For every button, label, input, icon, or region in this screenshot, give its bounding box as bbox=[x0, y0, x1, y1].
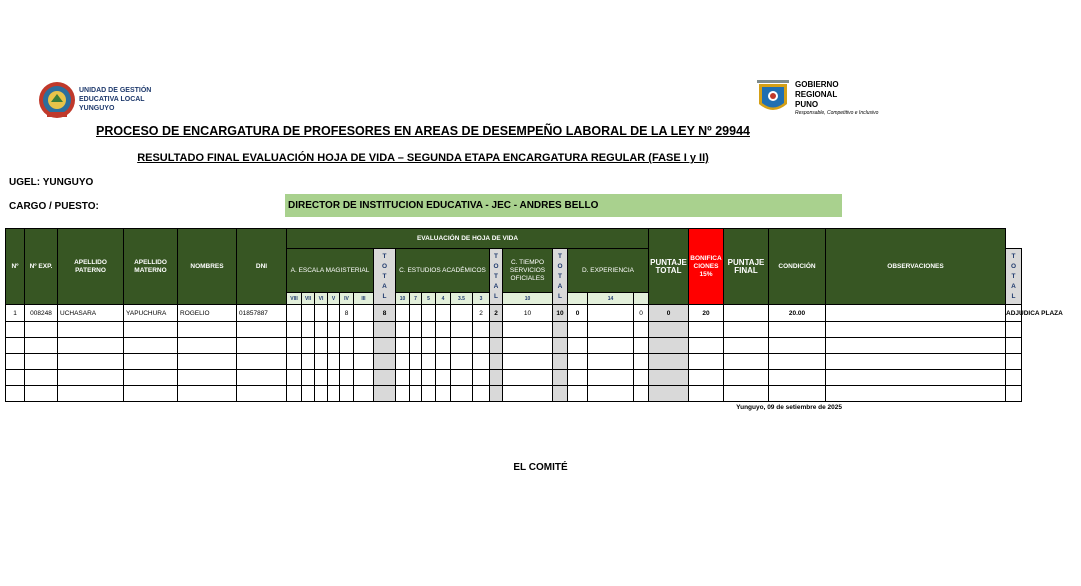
col-header-experiencia: D. EXPERIENCIA bbox=[568, 249, 649, 293]
cell-estudios bbox=[410, 322, 422, 338]
cell-escala bbox=[302, 322, 315, 338]
cell-estudios bbox=[451, 370, 473, 386]
cell-escala bbox=[340, 338, 354, 354]
cell-experiencia bbox=[634, 322, 649, 338]
cell-experiencia bbox=[588, 370, 634, 386]
cell-total-d: 0 bbox=[649, 305, 689, 322]
cell-apellido-paterno bbox=[58, 370, 124, 386]
cell-escala bbox=[354, 322, 374, 338]
cell-bonificaciones bbox=[724, 386, 769, 402]
col-header-puntaje-final: PUNTAJE FINAL bbox=[724, 229, 769, 305]
col-header-bonificaciones: BONIFICA CIONES 15% bbox=[689, 229, 724, 305]
document-date: Yunguyo, 09 de setiembre de 2025 bbox=[736, 404, 842, 411]
col-header-num: Nº bbox=[6, 229, 25, 305]
cell-total-a bbox=[374, 370, 396, 386]
cell-total-c bbox=[490, 338, 503, 354]
cell-apellido-paterno bbox=[58, 338, 124, 354]
cell-experiencia: 0 bbox=[568, 305, 588, 322]
org-right-line: GOBIERNO bbox=[795, 80, 839, 89]
cell-escala bbox=[315, 386, 328, 402]
cell-apellido-paterno: UCHASARA bbox=[58, 305, 124, 322]
cell-total-c bbox=[490, 354, 503, 370]
total-vertical-label: T O T A L bbox=[381, 252, 388, 300]
cell-nombres bbox=[178, 386, 237, 402]
total-vertical-label: T O T A L bbox=[493, 252, 499, 300]
cell-escala bbox=[315, 338, 328, 354]
cell-experiencia bbox=[568, 322, 588, 338]
table-row bbox=[6, 322, 1022, 338]
cell-experiencia bbox=[634, 370, 649, 386]
cell-observaciones bbox=[1006, 322, 1022, 338]
cell-num bbox=[6, 370, 25, 386]
cell-escala bbox=[354, 370, 374, 386]
cell-apellido-materno bbox=[124, 338, 178, 354]
cell-puntaje-total: 20 bbox=[689, 305, 724, 322]
org-right-line: REGIONAL bbox=[795, 90, 838, 99]
experiencia-sub-blank bbox=[634, 293, 649, 305]
document-subtitle: RESULTADO FINAL EVALUACIÓN HOJA DE VIDA – SEGUNDA ETAPA ENCARGATURA REGULAR (FASE I y II) bbox=[137, 152, 709, 164]
cell-escala bbox=[340, 354, 354, 370]
ugel-label: UGEL: YUNGUYO bbox=[9, 177, 94, 188]
cell-tiempo: 10 bbox=[503, 305, 553, 322]
cell-estudios bbox=[396, 370, 410, 386]
cell-estudios bbox=[473, 338, 490, 354]
cell-escala bbox=[340, 322, 354, 338]
cell-estudios bbox=[422, 305, 436, 322]
cell-puntaje-total bbox=[689, 322, 724, 338]
cell-escala bbox=[340, 386, 354, 402]
cell-total-d bbox=[649, 338, 689, 354]
cell-escala bbox=[328, 386, 340, 402]
cell-apellido-materno bbox=[124, 354, 178, 370]
cell-tiempo bbox=[503, 386, 553, 402]
gobierno-regional-puno-logo bbox=[755, 78, 791, 118]
cell-escala: 8 bbox=[340, 305, 354, 322]
col-header-apellido-paterno: APELLIDO PATERNO bbox=[58, 229, 124, 305]
cell-total-d bbox=[649, 386, 689, 402]
org-right-motto: Responsable, Competitivo e Inclusivo bbox=[795, 110, 879, 116]
cell-total-t bbox=[553, 354, 568, 370]
tiempo-sub: 10 bbox=[503, 293, 553, 305]
cell-escala bbox=[315, 305, 328, 322]
cell-estudios bbox=[451, 305, 473, 322]
cell-total-t bbox=[553, 370, 568, 386]
experiencia-sub: 14 bbox=[588, 293, 634, 305]
cell-nombres bbox=[178, 322, 237, 338]
cell-apellido-materno bbox=[124, 322, 178, 338]
cell-estudios bbox=[422, 354, 436, 370]
cell-escala bbox=[287, 354, 302, 370]
cell-bonificaciones bbox=[724, 370, 769, 386]
estudios-sub: 4 bbox=[436, 293, 451, 305]
cell-estudios bbox=[451, 322, 473, 338]
cell-estudios bbox=[396, 305, 410, 322]
experiencia-sub-blank bbox=[568, 293, 588, 305]
estudios-sub: 10 bbox=[396, 293, 410, 305]
cell-observaciones bbox=[1006, 338, 1022, 354]
cell-escala bbox=[302, 338, 315, 354]
cell-exp bbox=[25, 370, 58, 386]
cell-total-a bbox=[374, 322, 396, 338]
cell-escala bbox=[315, 322, 328, 338]
cell-experiencia bbox=[588, 338, 634, 354]
cell-dni: 01857887 bbox=[237, 305, 287, 322]
cell-puntaje-final bbox=[769, 386, 826, 402]
cell-estudios bbox=[436, 338, 451, 354]
org-left-line: YUNGUYO bbox=[79, 105, 115, 112]
cell-estudios bbox=[422, 322, 436, 338]
cell-total-d bbox=[649, 370, 689, 386]
cell-estudios bbox=[473, 322, 490, 338]
cell-total-d bbox=[649, 354, 689, 370]
cell-experiencia bbox=[568, 338, 588, 354]
cell-condicion bbox=[826, 338, 1006, 354]
org-right-name bbox=[795, 80, 878, 117]
cell-total-a bbox=[374, 386, 396, 402]
cell-nombres bbox=[178, 338, 237, 354]
cell-total-c bbox=[490, 370, 503, 386]
cell-observaciones bbox=[1006, 386, 1022, 402]
cell-total-t bbox=[553, 322, 568, 338]
cell-tiempo bbox=[503, 354, 553, 370]
cell-puntaje-total bbox=[689, 338, 724, 354]
cell-condicion bbox=[826, 354, 1006, 370]
cell-escala bbox=[328, 354, 340, 370]
table-row bbox=[6, 338, 1022, 354]
total-vertical-label: T O T A L bbox=[557, 252, 563, 300]
cell-num bbox=[6, 338, 25, 354]
cell-experiencia bbox=[588, 386, 634, 402]
cell-total-t bbox=[553, 386, 568, 402]
cell-estudios bbox=[436, 305, 451, 322]
escala-sub: VII bbox=[302, 293, 315, 305]
cell-bonificaciones bbox=[724, 354, 769, 370]
cell-condicion bbox=[826, 370, 1006, 386]
org-left-name bbox=[79, 86, 151, 113]
cell-escala bbox=[354, 338, 374, 354]
cell-experiencia bbox=[588, 322, 634, 338]
cell-estudios bbox=[410, 354, 422, 370]
table-row bbox=[6, 386, 1022, 402]
cell-estudios bbox=[436, 322, 451, 338]
cell-puntaje-final bbox=[769, 322, 826, 338]
cell-tiempo bbox=[503, 322, 553, 338]
cell-estudios bbox=[436, 354, 451, 370]
escala-sub: VI bbox=[315, 293, 328, 305]
cell-puntaje-final bbox=[769, 354, 826, 370]
cell-puntaje-total bbox=[689, 386, 724, 402]
col-header-exp: Nº EXP. bbox=[25, 229, 58, 305]
cell-dni bbox=[237, 386, 287, 402]
cell-experiencia bbox=[568, 386, 588, 402]
cell-bonificaciones bbox=[724, 322, 769, 338]
cell-estudios: 2 bbox=[473, 305, 490, 322]
table-row bbox=[6, 354, 1022, 370]
cell-estudios bbox=[422, 370, 436, 386]
cell-estudios bbox=[410, 370, 422, 386]
cell-num: 1 bbox=[6, 305, 25, 322]
col-header-estudios: C. ESTUDIOS ACADÉMICOS bbox=[396, 249, 490, 293]
table-body bbox=[6, 305, 1063, 402]
cell-escala bbox=[287, 322, 302, 338]
cell-estudios bbox=[410, 305, 422, 322]
cell-dni bbox=[237, 338, 287, 354]
comite-label: EL COMITÉ bbox=[513, 462, 568, 473]
estudios-sub: 3 bbox=[473, 293, 490, 305]
cell-num bbox=[6, 322, 25, 338]
cell-experiencia: 0 bbox=[634, 305, 649, 322]
cell-total-c bbox=[490, 322, 503, 338]
cell-puntaje-final bbox=[769, 338, 826, 354]
document-title: PROCESO DE ENCARGATURA DE PROFESORES EN AREAS DE DESEMPEÑO LABORAL DE LA LEY Nº 29944 bbox=[96, 124, 750, 138]
col-header-dni: DNI bbox=[237, 229, 287, 305]
cell-total-a bbox=[374, 338, 396, 354]
total-d-header bbox=[1006, 249, 1022, 305]
estudios-sub: 7 bbox=[410, 293, 422, 305]
cell-estudios bbox=[396, 354, 410, 370]
cell-bonificaciones bbox=[724, 338, 769, 354]
cell-exp bbox=[25, 322, 58, 338]
total-a-header bbox=[374, 249, 396, 305]
table-row bbox=[6, 370, 1022, 386]
cell-num bbox=[6, 386, 25, 402]
cell-total-d bbox=[649, 322, 689, 338]
cell-nombres: ROGELIO bbox=[178, 305, 237, 322]
results-table bbox=[5, 228, 1063, 402]
cell-dni bbox=[237, 322, 287, 338]
cell-total-a bbox=[374, 354, 396, 370]
col-header-puntaje-total: PUNTAJE TOTAL bbox=[649, 229, 689, 305]
cell-escala bbox=[287, 370, 302, 386]
cell-apellido-materno bbox=[124, 370, 178, 386]
cell-dni bbox=[237, 370, 287, 386]
cell-estudios bbox=[410, 386, 422, 402]
estudios-sub: 3.5 bbox=[451, 293, 473, 305]
escala-sub: IV bbox=[340, 293, 354, 305]
cell-estudios bbox=[436, 370, 451, 386]
cell-experiencia bbox=[634, 386, 649, 402]
cell-apellido-materno bbox=[124, 386, 178, 402]
cell-escala bbox=[315, 370, 328, 386]
col-header-escala: A. ESCALA MAGISTERIAL bbox=[287, 249, 374, 293]
cell-escala bbox=[287, 338, 302, 354]
cell-experiencia bbox=[568, 354, 588, 370]
cell-puntaje-total bbox=[689, 370, 724, 386]
cell-estudios bbox=[422, 338, 436, 354]
col-header-apellido-materno: APELLIDO MATERNO bbox=[124, 229, 178, 305]
cell-total-a: 8 bbox=[374, 305, 396, 322]
cell-escala bbox=[354, 386, 374, 402]
cell-estudios bbox=[451, 338, 473, 354]
cell-nombres bbox=[178, 370, 237, 386]
cell-estudios bbox=[451, 354, 473, 370]
total-t-header bbox=[553, 249, 568, 305]
cell-apellido-paterno bbox=[58, 386, 124, 402]
ugel-yunguyo-logo bbox=[37, 80, 77, 120]
total-vertical-label: T O T A L bbox=[1010, 252, 1017, 300]
cell-escala bbox=[328, 370, 340, 386]
cell-escala bbox=[302, 354, 315, 370]
cell-estudios bbox=[473, 370, 490, 386]
cell-experiencia bbox=[634, 354, 649, 370]
cell-tiempo bbox=[503, 338, 553, 354]
cell-estudios bbox=[410, 338, 422, 354]
cell-escala bbox=[328, 322, 340, 338]
cell-observaciones: ADJUDICA PLAZA bbox=[1006, 305, 1022, 322]
cell-estudios bbox=[436, 386, 451, 402]
cell-tiempo bbox=[503, 370, 553, 386]
cell-total-c bbox=[490, 386, 503, 402]
cell-estudios bbox=[422, 386, 436, 402]
cell-nombres bbox=[178, 354, 237, 370]
col-header-tiempo: C. TIEMPO SERVICIOS OFICIALES bbox=[503, 249, 553, 293]
cell-bonificaciones bbox=[724, 305, 769, 322]
cell-escala bbox=[302, 386, 315, 402]
cell-estudios bbox=[473, 354, 490, 370]
cell-exp bbox=[25, 354, 58, 370]
cell-condicion bbox=[826, 322, 1006, 338]
cell-apellido-paterno bbox=[58, 354, 124, 370]
cell-total-c: 2 bbox=[490, 305, 503, 322]
cell-exp bbox=[25, 338, 58, 354]
cell-escala bbox=[302, 370, 315, 386]
cell-puntaje-final: 20.00 bbox=[769, 305, 826, 322]
cell-escala bbox=[354, 305, 374, 322]
cell-condicion bbox=[826, 386, 1006, 402]
cargo-label: CARGO / PUESTO: bbox=[9, 201, 99, 212]
cell-escala bbox=[340, 370, 354, 386]
escala-sub: V bbox=[328, 293, 340, 305]
cell-escala bbox=[287, 305, 302, 322]
cell-escala bbox=[302, 305, 315, 322]
cell-puntaje-total bbox=[689, 354, 724, 370]
cell-total-t: 10 bbox=[553, 305, 568, 322]
org-right-line: PUNO bbox=[795, 100, 819, 109]
cell-estudios bbox=[451, 386, 473, 402]
cell-observaciones bbox=[1006, 354, 1022, 370]
cell-experiencia bbox=[568, 370, 588, 386]
cell-experiencia bbox=[634, 338, 649, 354]
col-header-nombres: NOMBRES bbox=[178, 229, 237, 305]
cell-puntaje-final bbox=[769, 370, 826, 386]
cell-apellido-materno: YAPUCHURA bbox=[124, 305, 178, 322]
cell-escala bbox=[354, 354, 374, 370]
org-left-line: EDUCATIVA LOCAL bbox=[79, 96, 145, 103]
cell-condicion bbox=[826, 305, 1006, 322]
col-header-observaciones: OBSERVACIONES bbox=[826, 229, 1006, 305]
cell-estudios bbox=[396, 386, 410, 402]
cell-experiencia bbox=[588, 354, 634, 370]
cell-apellido-paterno bbox=[58, 322, 124, 338]
cell-escala bbox=[287, 386, 302, 402]
cell-experiencia bbox=[588, 305, 634, 322]
cell-total-t bbox=[553, 338, 568, 354]
col-header-condicion: CONDICIÓN bbox=[769, 229, 826, 305]
cell-exp: 008248 bbox=[25, 305, 58, 322]
total-c-header bbox=[490, 249, 503, 305]
cell-dni bbox=[237, 354, 287, 370]
cell-estudios bbox=[396, 322, 410, 338]
escala-sub: III bbox=[354, 293, 374, 305]
cell-escala bbox=[328, 338, 340, 354]
cell-estudios bbox=[396, 338, 410, 354]
col-header-evaluacion: EVALUACIÓN DE HOJA DE VIDA bbox=[287, 229, 649, 249]
cell-observaciones bbox=[1006, 370, 1022, 386]
cell-escala bbox=[328, 305, 340, 322]
cell-exp bbox=[25, 386, 58, 402]
table-row bbox=[6, 305, 1022, 322]
estudios-sub: 5 bbox=[422, 293, 436, 305]
cell-estudios bbox=[473, 386, 490, 402]
cargo-value: DIRECTOR DE INSTITUCION EDUCATIVA - JEC - ANDRES BELLO bbox=[285, 194, 842, 217]
org-left-line: UNIDAD DE GESTIÓN bbox=[79, 87, 152, 94]
cell-escala bbox=[315, 354, 328, 370]
cell-num bbox=[6, 354, 25, 370]
escala-sub: VIII bbox=[287, 293, 302, 305]
